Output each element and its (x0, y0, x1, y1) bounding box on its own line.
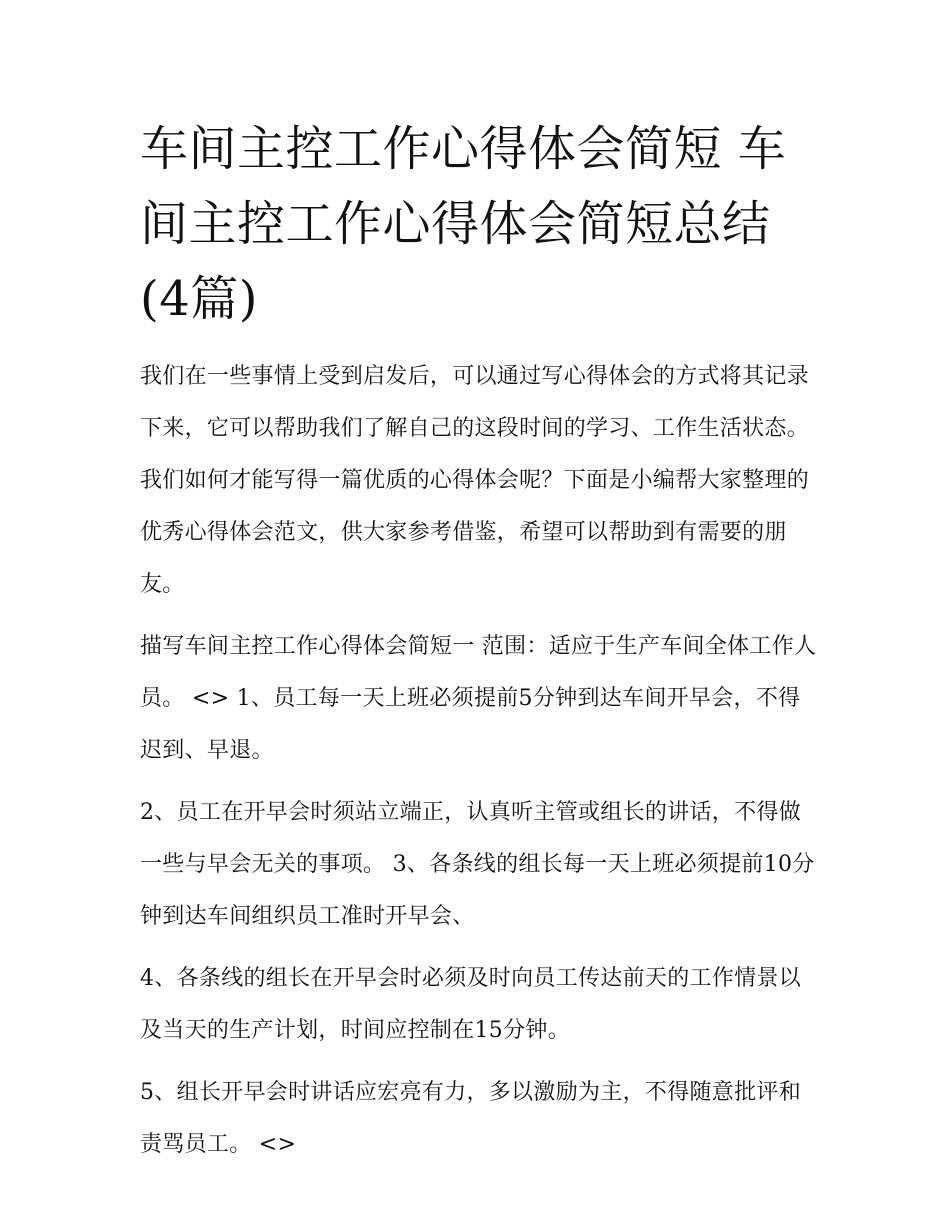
body-paragraph-2: 2、员工在开早会时须站立端正，认真听主管或组长的讲话，不得做一些与早会无关的事项。 3、各条线的组长每一天上班必须提前10分钟到达车间组织员工准时开早会、 (140, 800, 815, 929)
body-paragraph-3: 4、各条线的组长在开早会时必须及时向员工传达前天的工作情景以及当天的生产计划，时间应控制在15分钟。 (140, 966, 801, 1043)
document-title: 车间主控工作心得体会简短 车间主控工作心得体会简短总结(4篇) (140, 121, 787, 327)
document-page (140, 112, 820, 1171)
intro-paragraph: 我们在一些事情上受到启发后，可以通过写心得体会的方式将其记录下来，它可以帮助我们了解自己的这段时间的学习、工作生活状态。我们如何才能写得一篇优质的心得体会呢？下面是小编帮大家整理的优秀心得体会范文，供大家参考借鉴，希望可以帮助到有需要的朋友。 (140, 364, 810, 597)
body-paragraph-4: 5、组长开早会时讲话应宏亮有力，多以激励为主，不得随意批评和责骂员工。 <> (140, 1080, 801, 1157)
body-paragraph-1: 描写车间主控工作心得体会简短一 范围：适应于生产车间全体工作人员。 <> 1、员工每一天上班必须提前5分钟到达车间开早会，不得迟到、早退。 (140, 634, 817, 763)
